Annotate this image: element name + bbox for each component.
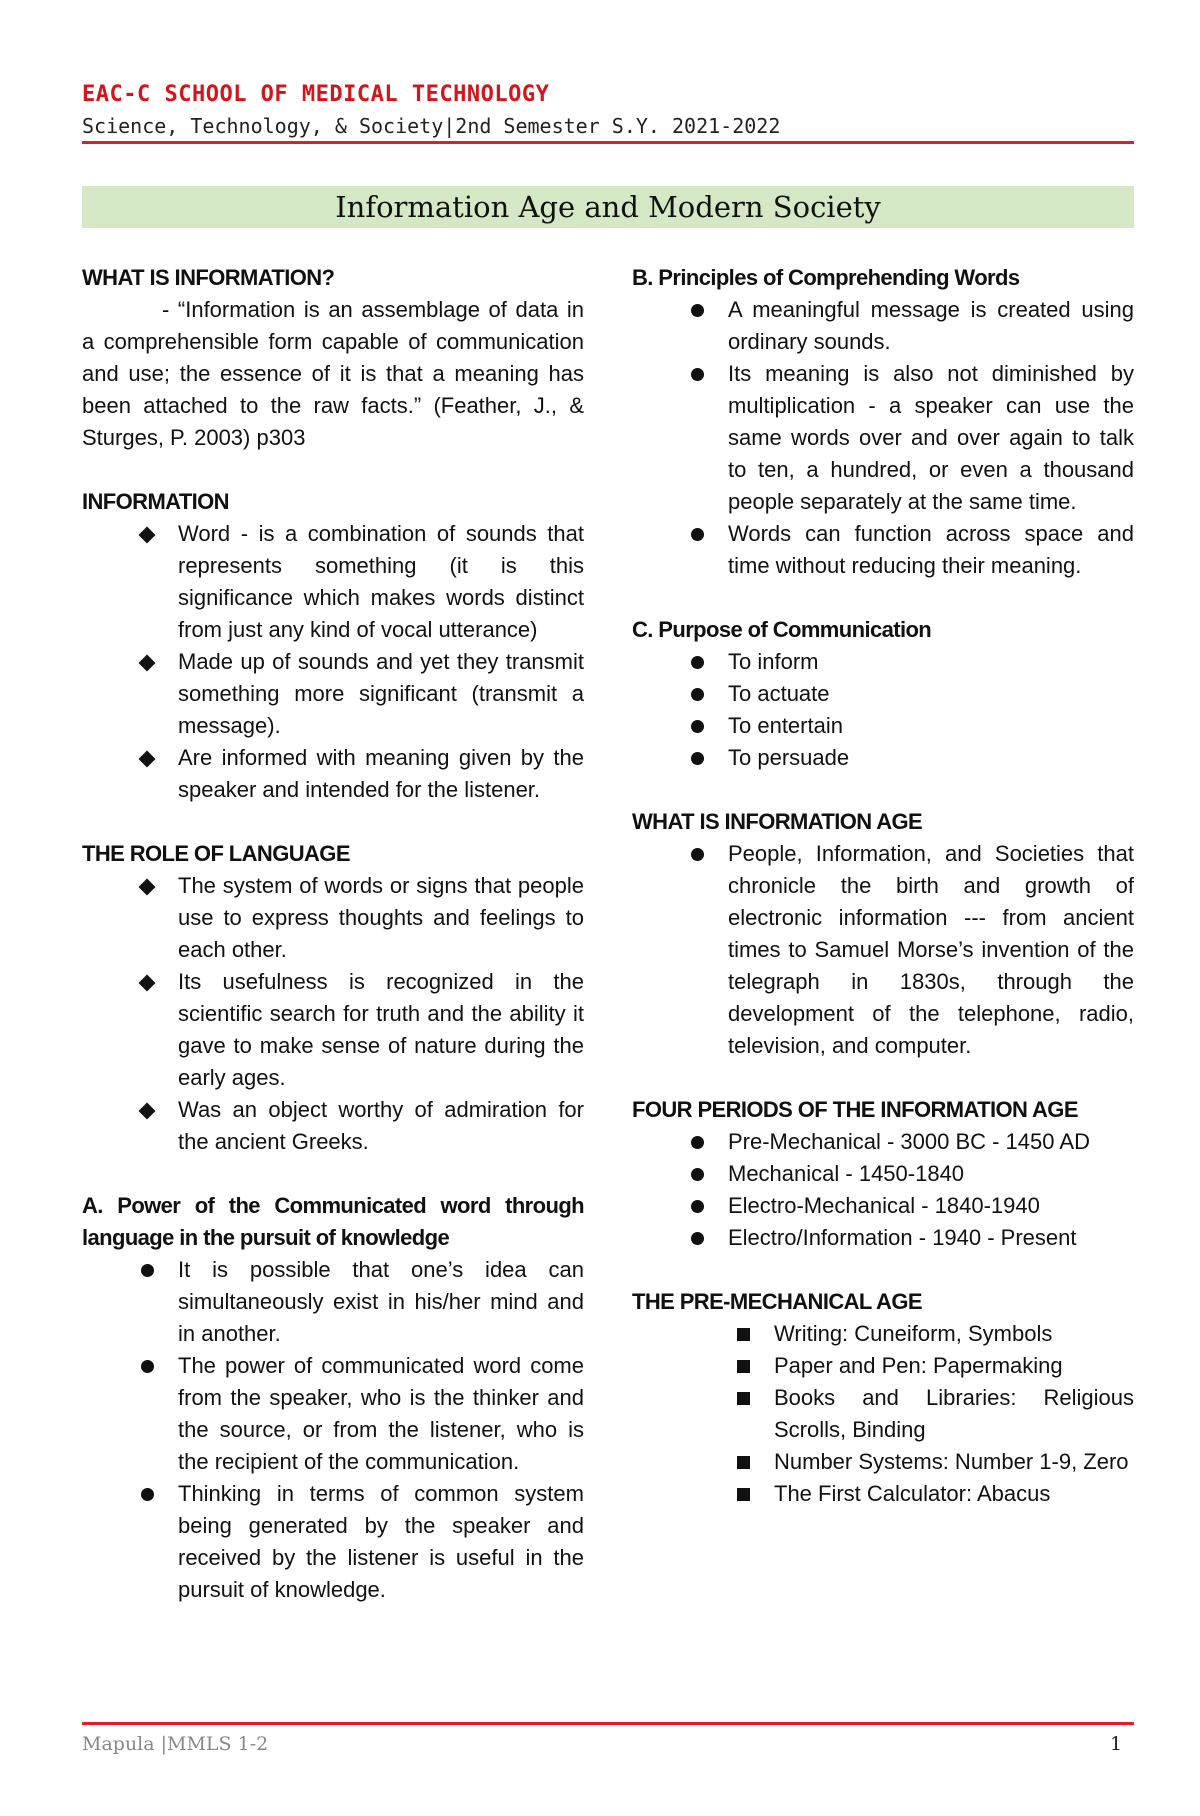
dot-bullet-icon [141, 1264, 154, 1277]
list-item: Paper and Pen: Papermaking [632, 1350, 1134, 1382]
section-heading-purpose: C. Purpose of Communication [632, 617, 932, 642]
left-column [82, 262, 584, 1606]
section-heading-power-of-word: A. Power of the Communicated word through language in the pursuit of knowledge [82, 1193, 584, 1250]
role-of-language-list [82, 870, 584, 1158]
diamond-bullet-icon [139, 879, 156, 896]
section-heading-principles: B. Principles of Comprehending Words [632, 265, 1020, 290]
list-item: Books and Libraries: Religious Scrolls, Binding [632, 1382, 1134, 1446]
list-item: Made up of sounds and yet they transmit something more significant (transmit a message). [82, 646, 584, 742]
dot-bullet-icon [691, 1136, 704, 1149]
list-item: Pre-Mechanical - 3000 BC - 1450 AD [632, 1126, 1134, 1158]
dot-bullet-icon [691, 1232, 704, 1245]
dot-bullet-icon [141, 1360, 154, 1373]
purpose-list [632, 646, 1134, 774]
information-age-list [632, 838, 1134, 1062]
dot-bullet-icon [691, 848, 704, 861]
square-bullet-icon [737, 1392, 750, 1405]
principles-list [632, 294, 1134, 582]
dot-bullet-icon [691, 752, 704, 765]
list-item: Words can function across space and time without reducing their meaning. [632, 518, 1134, 582]
square-bullet-icon [737, 1360, 750, 1373]
list-item: It is possible that one’s idea can simultaneously exist in his/her mind and in another. [82, 1254, 584, 1350]
right-column [632, 262, 1134, 1510]
list-item: Number Systems: Number 1-9, Zero [632, 1446, 1134, 1478]
diamond-bullet-icon [139, 751, 156, 768]
title-banner [82, 186, 1134, 228]
dot-bullet-icon [691, 304, 704, 317]
list-item: To persuade [632, 742, 1134, 774]
header-rule [82, 141, 1134, 144]
square-bullet-icon [737, 1488, 750, 1501]
list-item: To entertain [632, 710, 1134, 742]
footer-rule [82, 1722, 1134, 1725]
document-title: Information Age and Modern Society [335, 190, 881, 224]
power-of-word-list [82, 1254, 584, 1606]
list-item: People, Information, and Societies that chronicle the birth and growth of electronic information --- from ancient times to Samuel Morse’s invention of the telegraph in 1830s, through the development of the telephone, radio, television, and computer. [632, 838, 1134, 1062]
dot-bullet-icon [691, 1200, 704, 1213]
information-list [82, 518, 584, 806]
list-item: Electro-Mechanical - 1840-1940 [632, 1190, 1134, 1222]
page-number: 1 [1110, 1733, 1123, 1755]
list-item: Word - is a combination of sounds that represents something (it is this significance which makes words distinct from just any kind of vocal utterance) [82, 518, 584, 646]
course-subtitle: Science, Technology, & Society|2nd Semester S.Y. 2021-2022 [82, 114, 781, 138]
list-item: The system of words or signs that people use to express thoughts and feelings to each other. [82, 870, 584, 966]
dot-bullet-icon [691, 656, 704, 669]
list-item: Thinking in terms of common system being generated by the speaker and received by the listener is useful in the pursuit of knowledge. [82, 1478, 584, 1606]
dot-bullet-icon [141, 1488, 154, 1501]
list-item: To actuate [632, 678, 1134, 710]
dot-bullet-icon [691, 688, 704, 701]
square-bullet-icon [737, 1328, 750, 1341]
dot-bullet-icon [691, 720, 704, 733]
definition-paragraph: - “Information is an assemblage of data in a comprehensible form capable of communication and use; the essence of it is that a meaning has been attached to the raw facts.” (Feather, J., & Sturges, P. 2003) p303 [82, 297, 584, 450]
pre-mechanical-list [632, 1318, 1134, 1510]
section-heading-role-of-language: THE ROLE OF LANGUAGE [82, 841, 350, 866]
section-heading-four-periods: FOUR PERIODS OF THE INFORMATION AGE [632, 1097, 1078, 1122]
dot-bullet-icon [691, 1168, 704, 1181]
list-item: Are informed with meaning given by the speaker and intended for the listener. [82, 742, 584, 806]
four-periods-list [632, 1126, 1134, 1254]
footer-author: Mapula |MMLS 1-2 [82, 1733, 269, 1755]
square-bullet-icon [737, 1456, 750, 1469]
list-item: A meaningful message is created using ordinary sounds. [632, 294, 1134, 358]
list-item: Its meaning is also not diminished by multiplication - a speaker can use the same words over and over again to talk to ten, a hundred, or even a thousand people separately at the same time. [632, 358, 1134, 518]
section-heading-pre-mechanical: THE PRE-MECHANICAL AGE [632, 1289, 922, 1314]
list-item: Electro/Information - 1940 - Present [632, 1222, 1134, 1254]
list-item: Writing: Cuneiform, Symbols [632, 1318, 1134, 1350]
diamond-bullet-icon [139, 975, 156, 992]
list-item: Was an object worthy of admiration for the ancient Greeks. [82, 1094, 584, 1158]
dot-bullet-icon [691, 368, 704, 381]
list-item: To inform [632, 646, 1134, 678]
list-item: The First Calculator: Abacus [632, 1478, 1134, 1510]
diamond-bullet-icon [139, 655, 156, 672]
section-heading-information: INFORMATION [82, 489, 229, 514]
section-heading-what-is-information: WHAT IS INFORMATION? [82, 265, 335, 290]
diamond-bullet-icon [139, 527, 156, 544]
school-name: EAC-C SCHOOL OF MEDICAL TECHNOLOGY [82, 82, 550, 107]
list-item: Its usefulness is recognized in the scientific search for truth and the ability it gave to make sense of nature during the early ages. [82, 966, 584, 1094]
section-heading-information-age: WHAT IS INFORMATION AGE [632, 809, 923, 834]
dot-bullet-icon [691, 528, 704, 541]
list-item: The power of communicated word come from the speaker, who is the thinker and the source, or from the listener, who is the recipient of the communication. [82, 1350, 584, 1478]
list-item: Mechanical - 1450-1840 [632, 1158, 1134, 1190]
diamond-bullet-icon [139, 1103, 156, 1120]
